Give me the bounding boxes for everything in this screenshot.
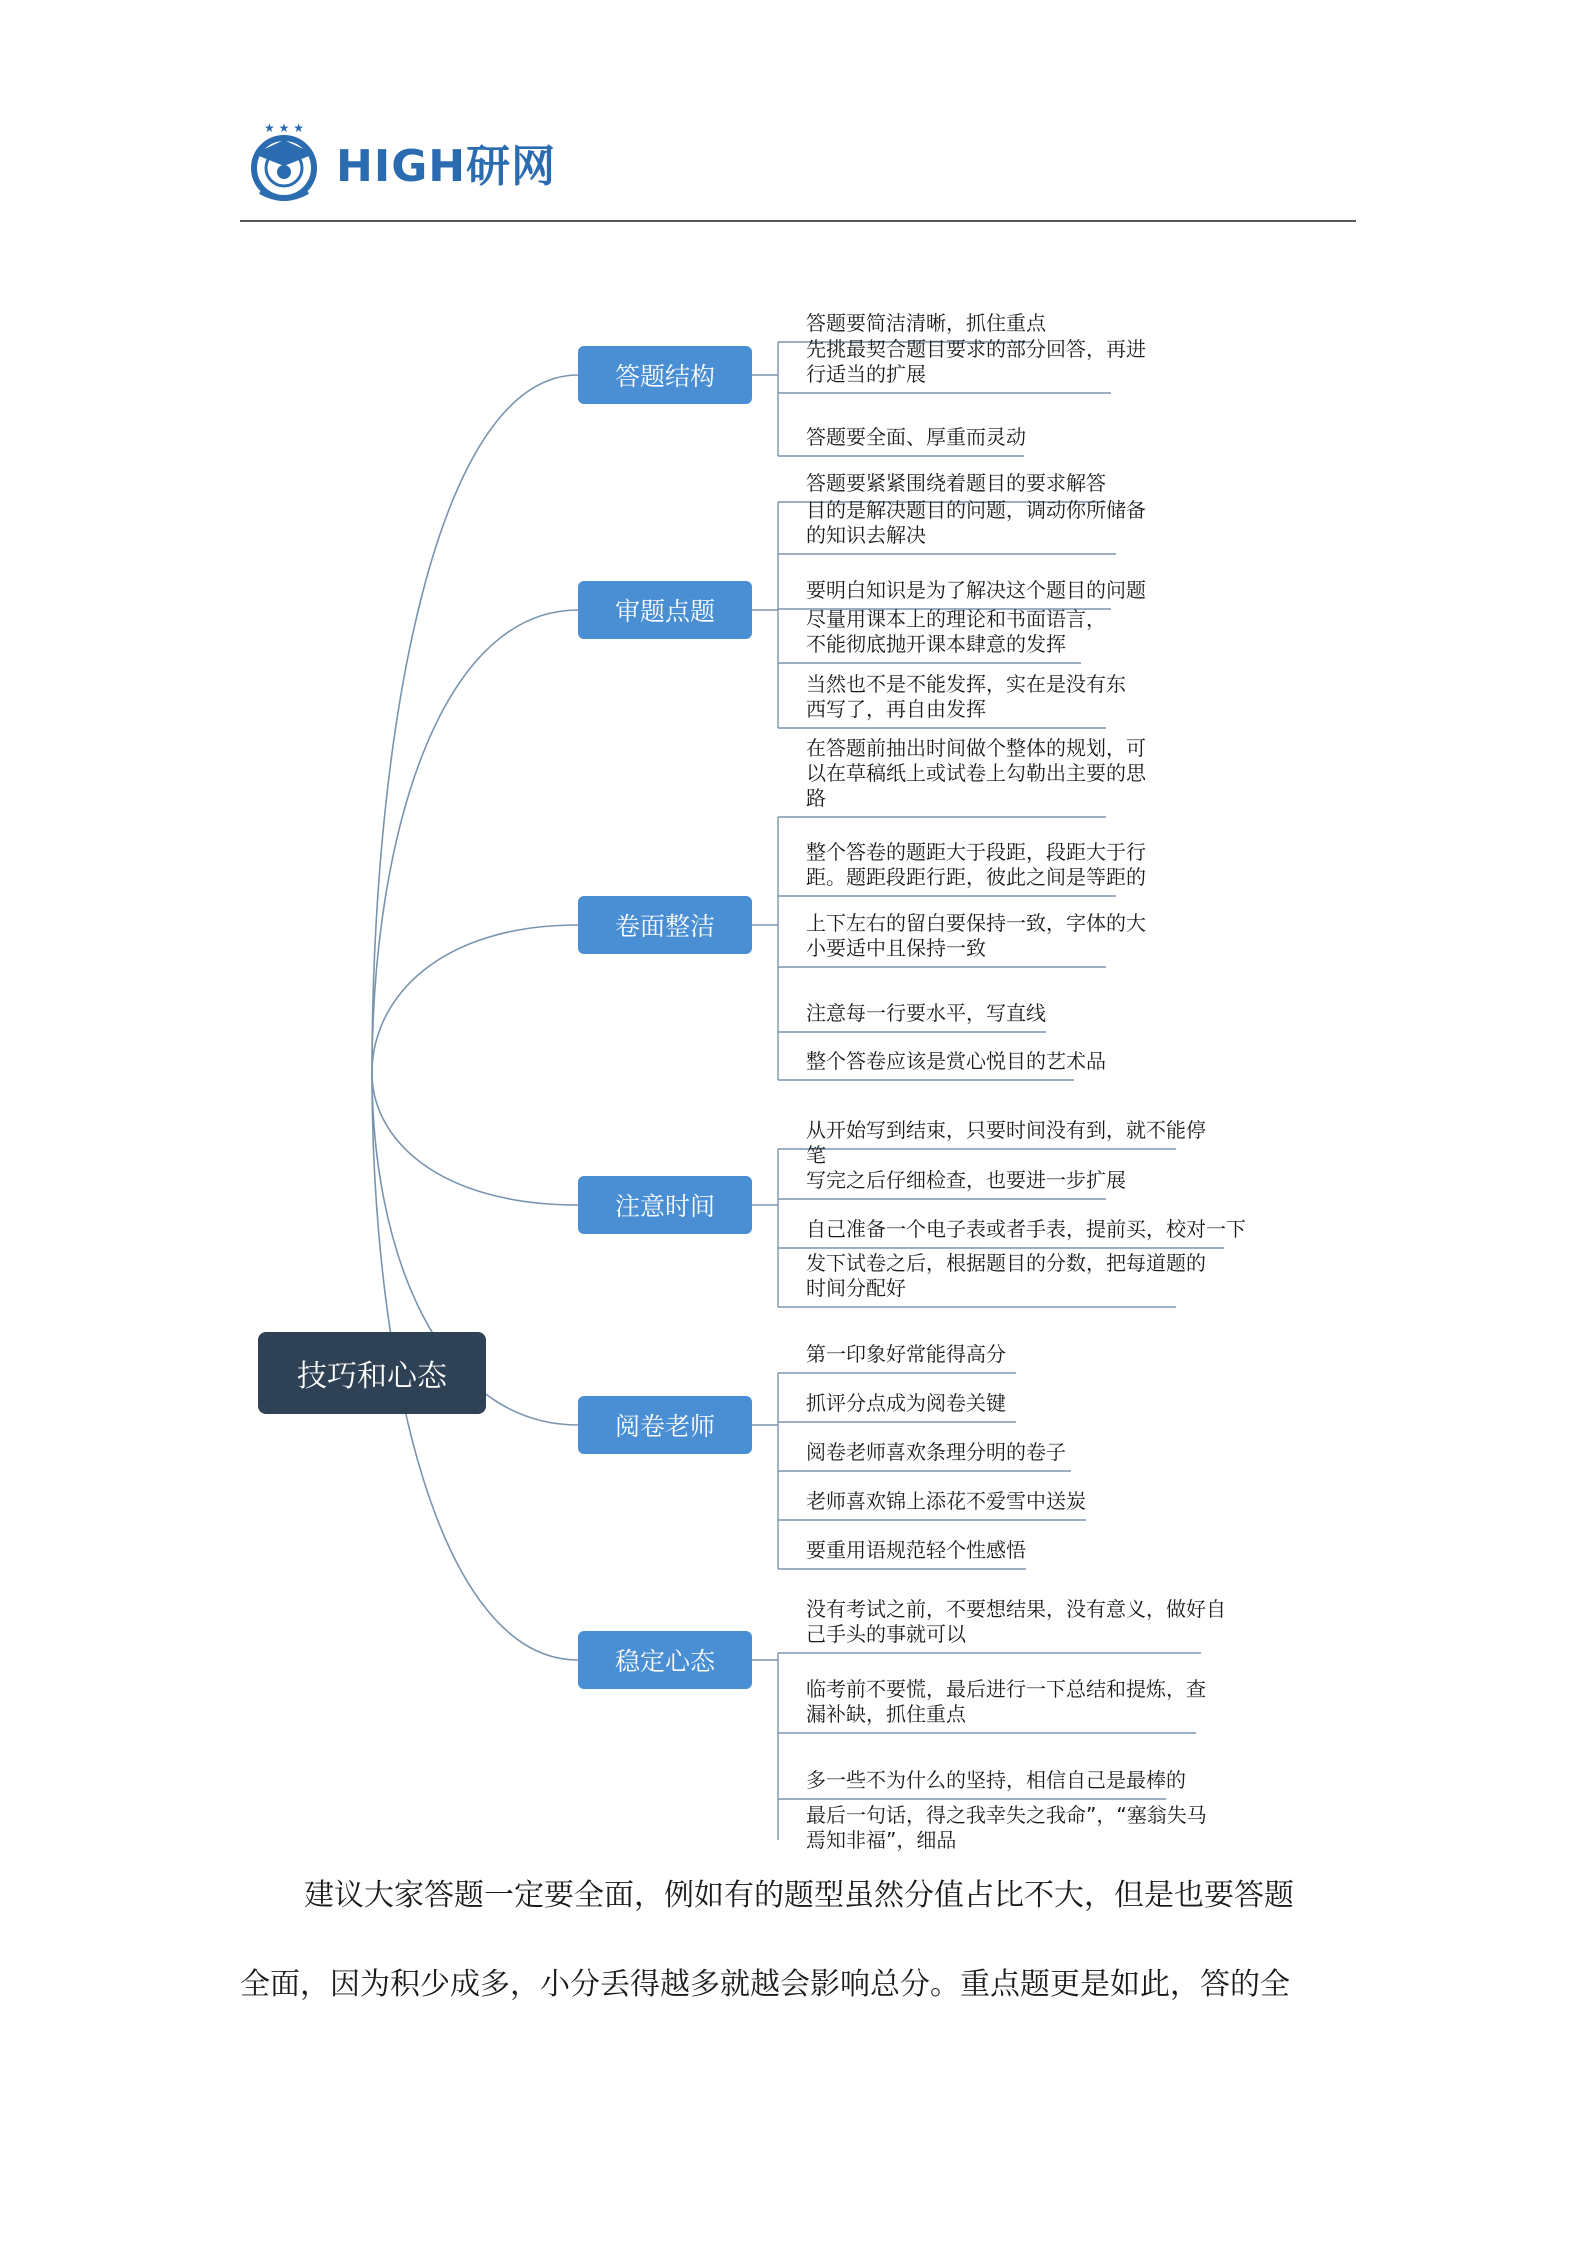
leaf-node: 没有考试之前，不要想结果，没有意义，做好自 己手头的事就可以 [806,1597,1226,1646]
branch-connector [372,1073,578,1205]
branch-connector [372,375,578,1073]
leaf-node: 要重用语规范轻个性感悟 [806,1538,1026,1562]
branch-node: 稳定心态 [578,1631,752,1689]
page-header [240,118,1356,222]
leaf-node: 上下左右的留白要保持一致，字体的大 小要适中且保持一致 [806,911,1146,960]
leaf-node: 当然也不是不能发挥，实在是没有东 西写了，再自由发挥 [806,672,1126,721]
branch-node: 答题结构 [578,346,752,404]
mind-map [0,300,1587,1852]
logo-text: HIGH研网 [336,141,557,192]
leaf-node: 注意每一行要水平，写直线 [806,1001,1046,1025]
body-paragraph-line-2: 全面，因为积少成多，小分丢得越多就越会影响总分。重点题更是如此，答的全 [240,1967,1290,2002]
leaf-node: 整个答卷的题距大于段距，段距大于行 距。题距段距行距，彼此之间是等距的 [806,840,1146,889]
leaf-node: 自己准备一个电子表或者手表，提前买，校对一下 [806,1217,1246,1241]
leaf-node: 老师喜欢锦上添花不爱雪中送炭 [806,1489,1086,1513]
branch-node: 阅卷老师 [578,1396,752,1454]
branch-node: 注意时间 [578,1176,752,1234]
branch-node: 卷面整洁 [578,896,752,954]
leaf-node: 从开始写到结束，只要时间没有到，就不能停笔 [806,1118,1206,1167]
leaf-node: 整个答卷应该是赏心悦目的艺术品 [806,1049,1106,1073]
leaf-node: 发下试卷之后，根据题目的分数，把每道题的 时间分配好 [806,1251,1206,1300]
mind-map-root: 技巧和心态 [258,1332,486,1414]
leaf-node: 多一些不为什么的坚持，相信自己是最棒的 [806,1768,1186,1792]
svg-text:★ ★ ★: ★ ★ ★ [264,121,304,135]
branch-node: 审题点题 [578,581,752,639]
leaf-node: 抓评分点成为阅卷关键 [806,1391,1006,1415]
leaf-node: 要明白知识是为了解决这个题目的问题 [806,578,1146,602]
header-divider [240,220,1356,222]
logo [240,118,556,206]
body-paragraph-line-1: 建议大家答题一定要全面，例如有的题型虽然分值占比不大，但是也要答题 [304,1878,1294,1913]
leaf-node: 答题要全面、厚重而灵动 [806,425,1026,449]
leaf-node: 目的是解决题目的问题，调动你所储备 的知识去解决 [806,498,1146,547]
mind-map-connectors [0,300,1587,1840]
leaf-node: 写完之后仔细检查，也要进一步扩展 [806,1168,1126,1192]
leaf-node: 先挑最契合题目要求的部分回答，再进 行适当的扩展 [806,337,1146,386]
leaf-node: 尽量用课本上的理论和书面语言， 不能彻底抛开课本肆意的发挥 [806,607,1106,656]
leaf-node: 第一印象好常能得高分 [806,1342,1006,1366]
logo-emblem-icon [240,118,328,206]
leaf-node: 临考前不要慌，最后进行一下总结和提炼，查 漏补缺，抓住重点 [806,1677,1206,1726]
branch-connector [372,925,578,1073]
leaf-node: 阅卷老师喜欢条理分明的卷子 [806,1440,1066,1464]
leaf-node: 答题要紧紧围绕着题目的要求解答 [806,471,1106,495]
leaf-node: 在答题前抽出时间做个整体的规划，可 以在草稿纸上或试卷上勾勒出主要的思 路 [806,736,1146,810]
leaf-node: 最后一句话，得之我幸失之我命”，“塞翁失马 焉知非福”，细品 [806,1803,1207,1852]
leaf-node: 答题要简洁清晰，抓住重点 [806,311,1046,335]
